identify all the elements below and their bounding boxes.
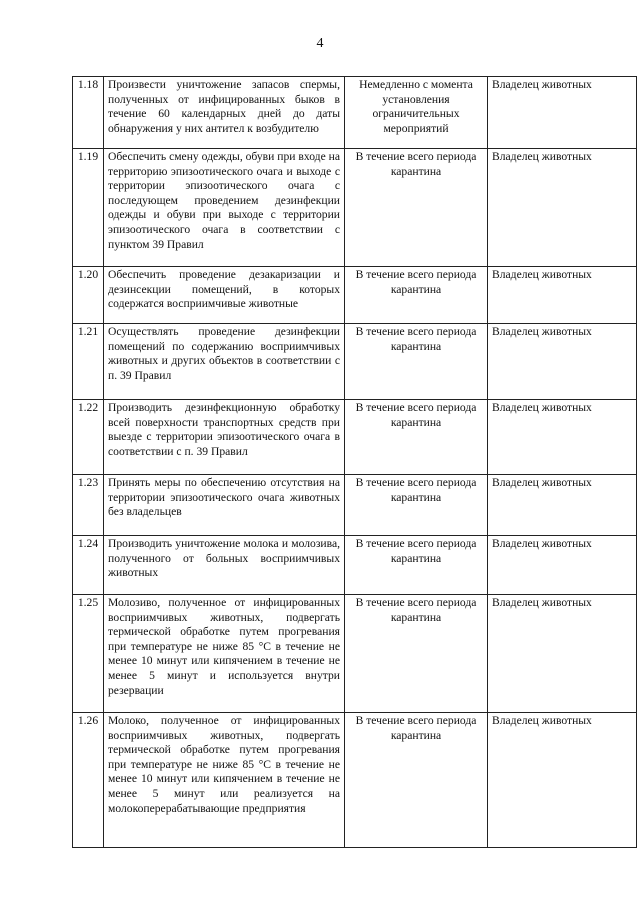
action-cell: Осуществлять проведение дезинфекции помещений по содержанию восприимчивых животных и других объектов в соответствии с п. 39 Правил: [104, 324, 345, 400]
table-row: [73, 267, 637, 324]
row-number: 1.25: [73, 595, 104, 713]
row-number: 1.23: [73, 475, 104, 536]
page-number: 4: [316, 36, 324, 51]
action-cell: Производить дезинфекционную обработку всей поверхности транспортных средств при выезде с территории эпизоотического очага в соответствии с п. 39 Правил: [104, 400, 345, 475]
term-cell: Немедленно с момента установления ограничительных мероприятий: [345, 77, 488, 149]
term-cell: В течение всего периода карантина: [345, 475, 488, 536]
responsible-cell: Владелец животных: [488, 595, 637, 713]
row-number: 1.21: [73, 324, 104, 400]
table-row: [73, 149, 637, 267]
row-number: 1.26: [73, 713, 104, 848]
term-cell: В течение всего периода карантина: [345, 400, 488, 475]
term-cell: В течение всего периода карантина: [345, 324, 488, 400]
responsible-cell: Владелец животных: [488, 475, 637, 536]
term-cell: В течение всего периода карантина: [345, 267, 488, 324]
table-row: [73, 595, 637, 713]
term-cell: В течение всего периода карантина: [345, 595, 488, 713]
table-row: [73, 536, 637, 595]
responsible-cell: Владелец животных: [488, 267, 637, 324]
responsible-cell: Владелец животных: [488, 77, 637, 149]
action-cell: Обеспечить проведение дезакаризации и дезинсекции помещений, в которых содержатся восприимчивые животные: [104, 267, 345, 324]
term-cell: В течение всего периода карантина: [345, 536, 488, 595]
table-row: [73, 400, 637, 475]
action-cell: Произвести уничтожение запасов спермы, полученных от инфицированных быков в течение 60 календарных дней до даты обнаружения у них антител к возбудителю: [104, 77, 345, 149]
table-row: [73, 324, 637, 400]
table-row: [73, 77, 637, 149]
table-row: [73, 713, 637, 848]
measures-table: [72, 76, 637, 848]
responsible-cell: Владелец животных: [488, 324, 637, 400]
row-number: 1.22: [73, 400, 104, 475]
action-cell: Производить уничтожение молока и молозива, полученного от больных восприимчивых животных: [104, 536, 345, 595]
table-row: [73, 475, 637, 536]
term-cell: В течение всего периода карантина: [345, 713, 488, 848]
action-cell: Молозиво, полученное от инфицированных восприимчивых животных, подвергать термической обработке путем прогревания при температуре не ниже 85 °С в течение не менее 10 минут или кипячением в течение не менее 5 минут и используется внутри резервации: [104, 595, 345, 713]
action-cell: Обеспечить смену одежды, обуви при входе на территорию эпизоотического очага и выходе с территории эпизоотического очага с последующем проведением дезинфекции одежды и обуви при выходе с территории эпизоотического очага в соответствии с пунктом 39 Правил: [104, 149, 345, 267]
responsible-cell: Владелец животных: [488, 536, 637, 595]
row-number: 1.20: [73, 267, 104, 324]
row-number: 1.19: [73, 149, 104, 267]
row-number: 1.24: [73, 536, 104, 595]
action-cell: Принять меры по обеспечению отсутствия на территории эпизоотического очага животных без владельцев: [104, 475, 345, 536]
row-number: 1.18: [73, 77, 104, 149]
term-cell: В течение всего периода карантина: [345, 149, 488, 267]
action-cell: Молоко, полученное от инфицированных восприимчивых животных, подвергать термической обработке путем прогревания при температуре не ниже 85 °С в течение не менее 10 минут или кипячением в течение не менее 5 минут или реализуется на молокоперерабатывающие предприятия: [104, 713, 345, 848]
responsible-cell: Владелец животных: [488, 400, 637, 475]
responsible-cell: Владелец животных: [488, 149, 637, 267]
responsible-cell: Владелец животных: [488, 713, 637, 848]
